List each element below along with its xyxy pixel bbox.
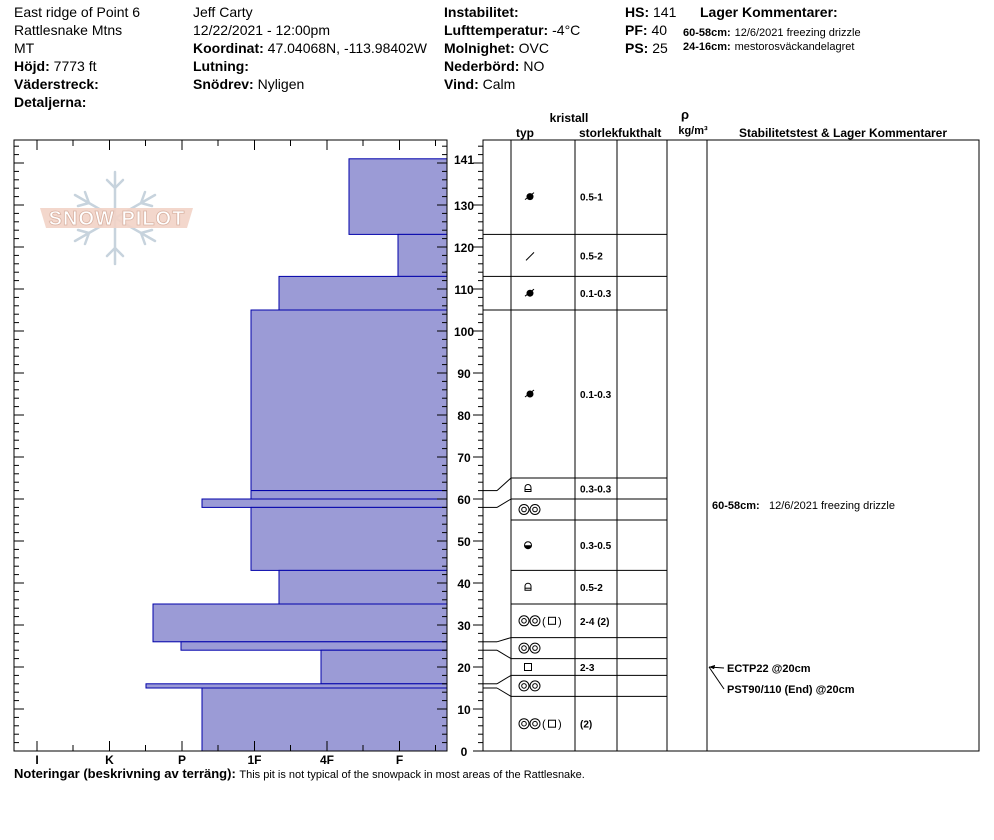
grain-size-label: 0.5-2 — [580, 251, 603, 263]
grain-ring — [522, 721, 527, 726]
grain-paren: ) — [558, 718, 562, 731]
depth-tick-label: 20 — [457, 661, 471, 675]
hardness-tick-label: 4F — [319, 753, 335, 766]
hardness-tick-label: I — [35, 753, 39, 766]
location-name: East ridge of Point 6 — [14, 4, 141, 20]
grain-ring — [522, 507, 527, 512]
grain-type-icon — [519, 719, 562, 731]
hardness-bar — [153, 604, 447, 642]
grain-shape — [525, 583, 531, 590]
column-rho: ρ — [680, 107, 690, 122]
terrain-notes — [14, 766, 585, 781]
comment-marker-range: 60-58cm: — [712, 500, 760, 513]
grain-square — [549, 617, 556, 624]
wind-label: Vind: — [444, 76, 479, 92]
column-typ: typ — [516, 126, 534, 140]
elevation-label: Höjd: — [14, 58, 50, 74]
grain-paren: ) — [558, 615, 562, 628]
grain-size-label: 2-4 (2) — [580, 616, 610, 628]
grain-ring — [533, 721, 538, 726]
precip-label: Nederbörd: — [444, 58, 520, 74]
grain-type-icon — [526, 252, 534, 260]
grain-type-icon — [525, 193, 534, 201]
grain-type-icon — [519, 681, 540, 691]
state-name: MT — [14, 40, 35, 56]
grain-type-icon — [525, 583, 531, 590]
hardness-profile — [146, 159, 447, 751]
grain-ring — [530, 643, 540, 653]
grain-square — [525, 664, 532, 671]
grain-ring — [530, 616, 540, 626]
grain-shape — [525, 485, 531, 492]
column-stability: Stabilitetstest & Lager Kommentarer — [738, 126, 948, 140]
hardness-bar — [279, 570, 447, 604]
airtemp-label: Lufttemperatur: — [444, 22, 549, 38]
instability-label: Instabilitet: — [444, 4, 519, 20]
ps-label: PS: — [625, 40, 649, 56]
notes-text: This pit is not typical of the snowpack in most areas of the Rattlesnake. — [239, 769, 585, 781]
grain-ring — [530, 719, 540, 729]
stability-tests — [709, 500, 895, 696]
hardness-bar — [349, 159, 447, 235]
depth-tick-label: 0 — [460, 745, 468, 759]
ps-value: 25 — [652, 40, 668, 56]
wind-value: Calm — [482, 76, 516, 92]
column-kristall: kristall — [549, 111, 589, 125]
cloud-label: Molnighet: — [444, 40, 515, 56]
stability-test-label: ECTP22 @20cm — [727, 663, 811, 675]
airtemp-value: -4°C — [552, 22, 581, 38]
depth-tick-label: 80 — [457, 409, 471, 423]
hardness-bar — [202, 499, 447, 507]
hardness-bar — [251, 310, 447, 491]
grain-type-icon — [519, 643, 540, 653]
coordinate-value: 47.04068N, -113.98402W — [267, 40, 427, 56]
hardness-bar — [279, 276, 447, 310]
grain-ring — [530, 681, 540, 691]
grain-ring — [533, 507, 538, 512]
grain-type-icon — [519, 505, 540, 515]
notes-label: Noteringar (beskrivning av terräng): — [14, 766, 236, 781]
drift-label: Snödrev: — [193, 76, 254, 92]
layer-comment-text: mestorosväckandelagret — [734, 41, 855, 53]
hardness-bar — [251, 507, 447, 570]
grain-type-icon — [519, 616, 562, 628]
depth-tick-label: 90 — [457, 367, 471, 381]
profile-table — [483, 140, 979, 751]
layer-comment-text: 12/6/2021 freezing drizzle — [734, 27, 861, 39]
row-connector — [497, 499, 511, 507]
hardness-tick-label: F — [395, 753, 404, 766]
depth-tick-label: 60 — [457, 493, 471, 507]
layer-comment-range: 60-58cm: — [683, 27, 731, 39]
hs-value: 141 — [653, 4, 677, 20]
depth-tick-label: 141 — [453, 152, 475, 167]
hs-label: HS: — [625, 4, 650, 20]
hardness-bar — [321, 650, 447, 684]
precip-value: NO — [523, 58, 545, 74]
hardness-bar — [202, 688, 447, 751]
column-density-unit: kg/m³ — [678, 125, 708, 137]
hardness-bar — [146, 684, 447, 688]
grain-ring — [533, 619, 538, 624]
grain-type-icon — [525, 390, 534, 398]
grain-ring — [522, 646, 527, 651]
grain-size-label: (2) — [580, 719, 593, 731]
grain-ring — [519, 719, 529, 729]
row-connector — [497, 650, 511, 658]
column-fukthalt: fukthalt — [618, 126, 662, 140]
details-label: Detaljerna: — [14, 94, 87, 110]
grain-type-icon — [525, 289, 534, 297]
column-storlek: storlek — [579, 126, 619, 140]
grain-square — [549, 720, 556, 727]
comment-marker-text: 12/6/2021 freezing drizzle — [769, 500, 895, 513]
hardness-tick-label: 1F — [247, 753, 262, 766]
depth-tick-label: 100 — [453, 325, 475, 339]
depth-tick-label: 30 — [457, 619, 471, 633]
grain-ring — [522, 684, 527, 689]
slope-label: Lutning: — [193, 58, 249, 74]
grain-ring — [530, 505, 540, 515]
grain-size-label: 2-3 — [580, 663, 595, 674]
grain-ring — [522, 619, 527, 624]
grain-size-label: 0.3-0.5 — [580, 541, 612, 553]
range-name: Rattlesnake Mtns — [14, 22, 123, 38]
row-connector — [497, 675, 511, 683]
stability-test-label: PST90/110 (End) @20cm — [727, 684, 855, 696]
depth-tick-label: 40 — [457, 577, 471, 591]
depth-tick-label: 120 — [453, 241, 475, 255]
grain-ring — [519, 643, 529, 653]
observation-datetime: 12/22/2021 - 12:00pm — [193, 22, 330, 38]
hardness-bar — [181, 642, 447, 650]
grain-size-label: 0.5-1 — [580, 192, 603, 204]
layer-comments-title: Lager Kommentarer: — [700, 4, 838, 20]
grain-slash — [526, 252, 534, 260]
grain-type-icon — [525, 664, 532, 671]
pf-value: 40 — [651, 22, 668, 38]
grain-paren: ( — [542, 615, 546, 628]
grain-ring — [519, 681, 529, 691]
grain-type-icon — [525, 542, 532, 549]
depth-tick-label: 50 — [457, 535, 471, 549]
coordinate-label: Koordinat: — [193, 40, 264, 56]
profile-table-frame — [483, 140, 979, 751]
observer-name: Jeff Carty — [193, 4, 253, 20]
grain-ring — [519, 616, 529, 626]
hardness-tick-label: K — [105, 753, 114, 766]
grain-size-label: 0.1-0.3 — [580, 390, 612, 401]
cloud-value: OVC — [518, 40, 549, 56]
row-connector — [497, 478, 511, 491]
snowpilot-logo — [40, 172, 193, 264]
depth-tick-label: 110 — [454, 283, 474, 297]
row-connector — [497, 638, 511, 642]
depth-tick-label: 130 — [453, 199, 475, 213]
grain-ring — [519, 505, 529, 515]
grain-paren: ( — [542, 718, 546, 731]
grain-type-icon — [525, 485, 531, 492]
row-connector — [497, 688, 511, 696]
pf-label: PF: — [625, 22, 648, 38]
elevation-value: 7773 ft — [53, 58, 97, 74]
depth-tick-label: 70 — [457, 451, 471, 465]
aspect-label: Väderstreck: — [14, 76, 99, 92]
grain-ring — [533, 684, 538, 689]
grain-size-label: 0.5-2 — [580, 583, 603, 595]
depth-tick-label: 10 — [457, 703, 471, 717]
test-pointer — [709, 667, 724, 689]
snowpilot-logo-text: SNOW PILOT — [48, 208, 186, 230]
grain-size-label: 0.1-0.3 — [580, 289, 612, 301]
hardness-bar — [398, 234, 447, 276]
layer-comment-range: 24-16cm: — [683, 41, 731, 53]
drift-value: Nyligen — [257, 76, 305, 92]
hardness-tick-label: P — [177, 753, 187, 766]
grain-size-label: 0.3-0.3 — [580, 484, 612, 496]
hardness-bar — [251, 491, 447, 499]
grain-ring — [533, 646, 538, 651]
